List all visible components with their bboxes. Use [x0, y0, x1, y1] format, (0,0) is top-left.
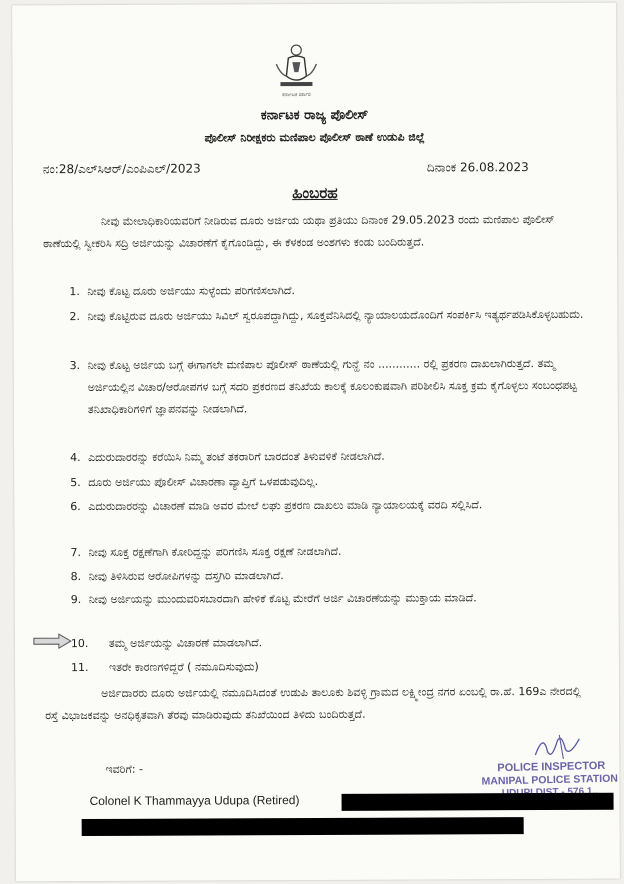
list-item-number: 2.: [69, 310, 80, 324]
list-item-text: ನೀವು ತಿಳಿಸಿರುವ ಆರೋಪಿಗಳನ್ನು ದಸ್ತಗಿರಿ ಮಾಡಲಾಗಿದೆ.: [88, 569, 284, 583]
list-item: [71, 655, 599, 679]
list-item-number: 7.: [70, 546, 82, 560]
greeting-label: ಇವರಿಗೆ: -: [105, 762, 144, 776]
stamp-line-2: MANIPAL POLICE STATION: [481, 772, 619, 788]
list-item-number: 5.: [70, 476, 81, 490]
svg-text:ಕರ್ನಾಟಕ ಸರ್ಕಾರ: ಕರ್ನಾಟಕ ಸರ್ಕಾರ: [282, 92, 311, 99]
reference-number: ನಂ:28/ಎಲ್‌ಸಿಆರ್/ಎಂಪಿಎಲ್/2023: [42, 161, 201, 177]
letter-date: ದಿನಾಂಕ 26.08.2023: [426, 160, 529, 175]
list-item-text: ಎದುರುದಾರರನ್ನು ಕರೆಯಿಸಿ ನಿಮ್ಮ ತಂಟೆ ತಕರಾರಿಗೆ ಬಾರದಂತೆ ತಿಳುವಳಿಕೆ ನೀಡಲಾಗಿದೆ.: [88, 449, 385, 464]
subject-heading: ಹಿಂಬರಹ: [292, 183, 338, 203]
list-item-text: ನೀವು ಸೂಕ್ತ ರಕ್ಷಣೆಗಾಗಿ ಕೋರಿದ್ದನ್ನು ಪರಿಗಣಿಸಿ ಸೂಕ್ತ ರಕ್ಷಣೆ ನೀಡಲಾಗಿದೆ.: [88, 544, 342, 559]
intro-paragraph: ನೀವು ಮೇಲಾಧಿಕಾರಿಯವರಿಗೆ ನೀಡಿರುವ ದೂರು ಅರ್ಜಿಯ ಯಥಾ ಪ್ರತಿಯು ದಿನಾಂಕ 29.05.2023 ರಂದು ಮಣಿಪಾಲ ಪೊಲೀಸ್ ಠಾಣೆಯಲ್ಲಿ ಸ್ವೀಕರಿಸಿ ಸದ್ರಿ ಅರ್ಜಿಯನ್ನು ವಿಚಾರಣೆಗೆ ಕೈಗೊಂಡಿದ್ದು, ಈ ಕೆಳಕಂಡ ಅಂಶಗಳು ಕಂಡು ಬಂದಿರುತ್ತದೆ.: [43, 212, 555, 251]
office-title: ಪೊಲೀಸ್ ನಿರೀಕ್ಷಕರು ಮಣಿಪಾಲ ಪೊಲೀಸ್ ಠಾಣೆ ಉಡುಪಿ ಜಿಲ್ಲೆ: [204, 130, 425, 145]
list-item: [70, 353, 598, 421]
department-title: ಕರ್ನಾಟಕ ರಾಜ್ಯ ಪೊಲೀಸ್: [260, 107, 369, 124]
list-item-number: 8.: [70, 570, 82, 584]
arrow-right-icon: [33, 633, 73, 649]
list-item: [69, 304, 597, 328]
list-item-text: ಎದುರುದಾರರನ್ನು ವಿಚಾರಣೆ ಮಾಡಿ ಅವರ ಮೇಲೆ ಲಘು ಪ್ರಕರಣ ದಾಖಲು ಮಾಡಿ ನ್ಯಾಯಾಲಯಕ್ಕೆ ವರದಿ ಸಲ್ಲಿಸಿದೆ.: [88, 498, 483, 513]
list-item: [71, 587, 599, 611]
list-item-text: ದೂರು ಅರ್ಜಿಯು ಪೊಲೀಸ್ ವಿಚಾರಣಾ ವ್ಯಾಪ್ತಿಗೆ ಒಳಪಡುವುದಿಲ್ಲ.: [88, 474, 319, 489]
list-item-number: 3.: [69, 359, 81, 373]
list-item: [71, 631, 599, 655]
recipient-name: Colonel K Thammayya Udupa (Retired): [89, 793, 300, 808]
redaction-bar: [342, 793, 614, 811]
list-item-number: 6.: [70, 500, 81, 514]
list-item-text: ನೀವು ಕೊಟ್ಟ ದೂರು ಅರ್ಜಿಯು ಸುಳ್ಳೆಂದು ಪರಿಗಣಿಸಲಾಗಿದೆ.: [87, 284, 295, 298]
list-item-text: ನೀವು ಕೊಟ್ಟ ಅರ್ಜಿಯ ಬಗ್ಗೆ ಈಗಾಗಲೇ ಮಣಿಪಾಲ ಪೊಲೀಸ್ ಠಾಣೆಯಲ್ಲಿ ಗುನ್ಹೆ ನಂ ............ ರಲ್ಲಿ ಪ್ರಕರಣ ದಾಖಲಾಗಿರುತ್ತದೆ. ತಮ್ಮ ಅರ್ಜಿಯಲ್ಲಿನ ವಿಚಾರ/ಆರೋಪಗಳ ಬಗ್ಗೆ ಸದರಿ ಪ್ರಕರಣದ ತನಿಖೆಯ ಕಾಲಕ್ಕೆ ಕೂಲಂಕುಷವಾಗಿ ಪರಿಶೀಲಿಸಿ ಸೂಕ್ತ ಕ್ರಮ ಕೈಗೊಳ್ಳಲು ಸಂಬಂಧಪಟ್ಟ ತನಿಖಾಧಿಕಾರಿಗಳಿಗೆ ಜ್ಞಾಪನವನ್ನು ನೀಡಲಾಗಿದೆ.: [87, 356, 578, 416]
closing-paragraph: ಅರ್ಜಿದಾರರು ದೂರು ಅರ್ಜಿಯಲ್ಲಿ ನಮೂದಿಸಿದಂತೆ ಉಡುಪಿ ತಾಲೂಕು ಶಿವಳ್ಳಿ ಗ್ರಾಮದ ಲಕ್ಷ್ಮೀಂದ್ರ ನಗರ ಏಂಬಲ್ಲಿ ರಾ.ಹೆ. 169ಎ ನೇರದಲ್ಲಿ ರಸ್ತೆ ವಿಭಾಜಕವನ್ನು ಅನಧಿಕೃತವಾಗಿ ತೆರವು ಮಾಡಿರುವುದು ತನಿಖೆಯಿಂದ ತಿಳಿದು ಬಂದಿರುತ್ತದೆ.: [45, 684, 581, 723]
letter-page: [12, 3, 620, 882]
list-item: [70, 540, 598, 564]
list-item: [70, 470, 598, 494]
karnataka-emblem-icon: [268, 42, 324, 106]
list-item-text: ನೀವು ಕೊಟ್ಟಿರುವ ದೂರು ಅರ್ಜಿಯು ಸಿವಿಲ್ ಸ್ವರೂಪದ್ದಾಗಿದ್ದು, ಸೂಕ್ತವೆನಿಸಿದಲ್ಲಿ ನ್ಯಾಯಾಲಯದೊಂದಿಗೆ ಸಂಪರ್ಕಿಸಿ ಇತ್ಯರ್ಥಪಡಿಸಿಕೊಳ್ಳಬಹುದು.: [87, 307, 584, 323]
list-item-text: ತಮ್ಮ ಅರ್ಜಿಯನ್ನು ವಿಚಾರಣೆ ಮಾಡಲಾಗಿದೆ.: [108, 636, 263, 650]
list-item-text: ನೀವು ಅರ್ಜಿಯನ್ನು ಮುಂದುವರಿಸಬಾರದಾಗಿ ಹೇಳಿಕೆ ಕೊಟ್ಟ ಮೇರೆಗೆ ಅರ್ಜಿ ವಿಚಾರಣೆಯನ್ನು ಮುಕ್ತಾಯ ಮಾಡಿದೆ.: [88, 591, 477, 606]
list-item-number: 10.: [70, 636, 89, 651]
list-item-number: 9.: [70, 593, 82, 607]
list-item-number: 11.: [70, 660, 89, 675]
list-item-number: 1.: [69, 285, 80, 299]
stamp-line-1: POLICE INSPECTOR: [497, 759, 606, 775]
list-item: [70, 494, 598, 518]
list-item: [69, 279, 597, 303]
list-item-text: ಇತರೇ ಕಾರಣಗಳಿದ್ದರೆ ( ನಮೂದಿಸುವುದು): [108, 660, 259, 674]
list-item: [70, 445, 598, 469]
list-item-number: 4.: [70, 451, 81, 465]
list-item: [71, 564, 599, 588]
redaction-bar: [82, 817, 524, 836]
